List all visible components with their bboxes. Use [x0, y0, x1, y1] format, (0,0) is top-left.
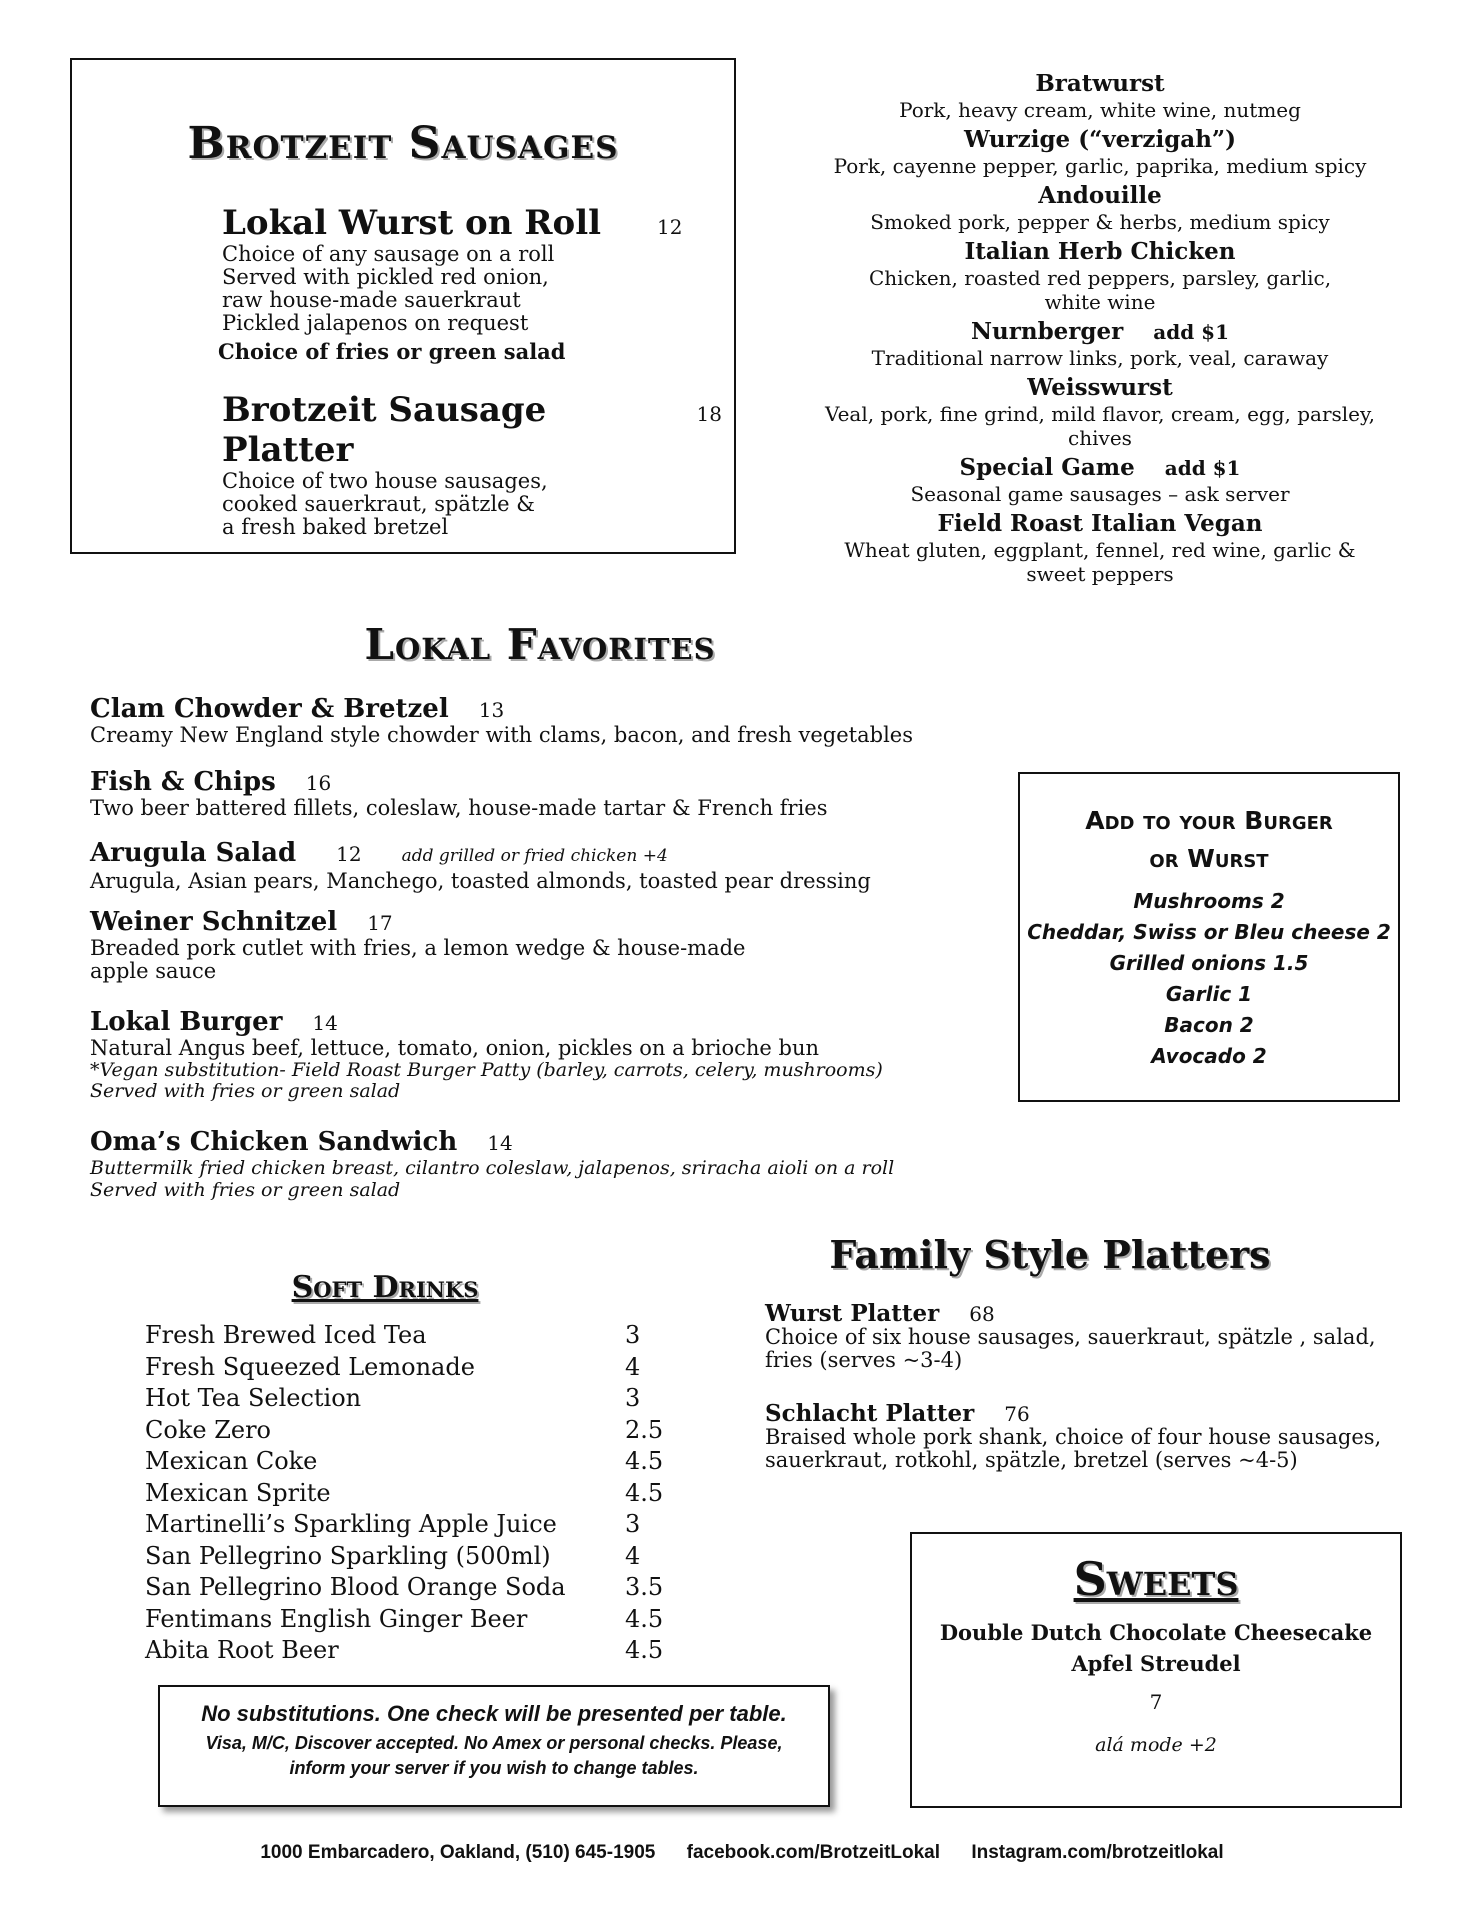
sausage-desc: white wine: [1044, 290, 1156, 314]
drink-name: Mexican Coke: [145, 1447, 318, 1475]
sausage-entry: [790, 126, 1410, 178]
sausage-entry: [790, 454, 1410, 506]
menu-item: [222, 390, 722, 539]
drink-row: [145, 1509, 705, 1541]
sausage-name: Italian Herb Chicken: [964, 238, 1236, 265]
drink-name: Hot Tea Selection: [145, 1384, 362, 1412]
menu-item: [218, 203, 702, 364]
addons-title: [1020, 802, 1398, 878]
drink-name: Coke Zero: [145, 1415, 271, 1444]
drink-row: [145, 1446, 705, 1478]
sausage-name: Nurnberger: [971, 318, 1124, 345]
item-price: 17: [367, 911, 393, 935]
menu-item: [90, 908, 990, 1008]
sausage-desc: Pork, cayenne pepper, garlic, paprika, medium spicy: [833, 154, 1367, 178]
soft-drinks-title: Soft Drinks: [291, 1270, 479, 1305]
drink-name: Mexican Sprite: [145, 1478, 331, 1507]
drink-price: 3.5: [625, 1573, 664, 1601]
item-price: 16: [305, 771, 332, 795]
sausage-name: Wurzige (“verzigah”): [963, 126, 1237, 153]
item-line: Braised whole pork shank, choice of four house sausages,: [765, 1425, 1382, 1449]
notice-line: No substitutions. One check will be presented per table.: [201, 1701, 787, 1726]
item-line: raw house-made sauerkraut: [222, 288, 521, 312]
item-line: cooked sauerkraut, spätzle &: [222, 492, 535, 516]
item-line: Choice of two house sausages,: [222, 469, 548, 493]
drink-row: [145, 1383, 705, 1415]
sausage-desc: Chicken, roasted red peppers, parsley, garlic,: [868, 266, 1332, 290]
item-name: Brotzeit Sausage Platter: [222, 390, 547, 470]
addon-item: Bacon 2: [1164, 1013, 1254, 1037]
sausages-box: [70, 58, 736, 554]
menu-item: [765, 1402, 1405, 1472]
addon-item: Cheddar, Swiss or Bleu cheese 2: [1027, 920, 1391, 944]
sausage-extra: add $1: [1164, 456, 1241, 480]
sausage-name: Special Game: [959, 454, 1135, 481]
sausage-desc: Seasonal game sausages – ask server: [910, 482, 1290, 506]
addon-item: Garlic 1: [1165, 982, 1253, 1006]
drink-price: 4.5: [625, 1447, 664, 1475]
item-line: Choice of any sausage on a roll: [222, 242, 555, 266]
sausage-desc: Pork, heavy cream, white wine, nutmeg: [899, 98, 1301, 122]
drink-name: Abita Root Beer: [145, 1636, 339, 1664]
sausage-name: Field Roast Italian Vegan: [937, 510, 1263, 537]
menu-item: [90, 1128, 990, 1201]
item-line: sauerkraut, rotkohl, spätzle, bretzel (serves ~4-5): [765, 1448, 1298, 1472]
menu-item: [765, 1302, 1405, 1402]
family-list: [765, 1302, 1405, 1472]
drink-price: 4.5: [625, 1478, 664, 1507]
sausage-desc: chives: [1068, 426, 1132, 450]
item-note: Choice of fries or green salad: [218, 339, 566, 364]
sausage-name: Bratwurst: [1035, 70, 1165, 97]
sausage-entry: [790, 70, 1410, 122]
item-line: Served with pickled red onion,: [222, 265, 549, 289]
item-line: Breaded pork cutlet with fries, a lemon wedge & house-made: [90, 936, 746, 960]
addons-title-line: or Wurst: [1149, 844, 1269, 873]
sausage-extra: add $1: [1153, 320, 1229, 344]
item-price: 12: [657, 215, 683, 239]
item-line: Natural Angus beef, lettuce, tomato, onion, pickles on a brioche bun: [90, 1036, 820, 1060]
addon-item: Avocado 2: [1151, 1044, 1267, 1068]
sweets-box: [910, 1532, 1402, 1808]
footer-instagram[interactable]: Instagram.com/brotzeitlokal: [971, 1842, 1224, 1863]
item-line: Pickled jalapenos on request: [222, 311, 529, 335]
drink-price: 4: [625, 1352, 641, 1381]
sausage-name: Andouille: [1038, 182, 1162, 209]
sausage-entry: [790, 318, 1410, 370]
item-line: Choice of six house sausages, sauerkraut, spätzle , salad,: [765, 1325, 1376, 1349]
item-price: 14: [487, 1131, 513, 1155]
soft-drinks-list: [145, 1320, 705, 1667]
item-aside: add grilled or fried chicken +4: [401, 846, 668, 866]
item-italic-line: Served with fries or green salad: [90, 1080, 401, 1102]
sweets-price: 7: [1149, 1690, 1163, 1714]
item-name: Schlacht Platter: [765, 1400, 975, 1427]
sweets-title: Sweets: [1073, 1552, 1239, 1606]
drink-price: 3: [625, 1510, 641, 1538]
menu-item: [90, 768, 990, 839]
drink-price: 4.5: [625, 1604, 664, 1633]
drink-price: 4.5: [625, 1636, 664, 1664]
addon-item: Grilled onions 1.5: [1109, 951, 1309, 975]
drink-row: [145, 1320, 705, 1352]
item-price: 14: [312, 1011, 338, 1035]
drink-name: Martinelli’s Sparkling Apple Juice: [145, 1510, 557, 1538]
sausages-title: Brotzeit Sausages: [187, 118, 619, 169]
sausage-entry: [790, 182, 1410, 234]
item-price: 13: [478, 698, 505, 722]
item-line: fries (serves ~3-4): [765, 1348, 963, 1372]
drink-name: San Pellegrino Sparkling (500ml): [145, 1541, 551, 1570]
sweets-extra: alá mode +2: [1095, 1734, 1217, 1756]
drink-name: Fresh Brewed Iced Tea: [145, 1321, 427, 1349]
sausage-list: [790, 70, 1410, 590]
drink-row: [145, 1604, 705, 1636]
sausage-desc: Traditional narrow links, pork, veal, caraway: [871, 346, 1329, 370]
drink-row: [145, 1478, 705, 1510]
notice-line: inform your server if you wish to change tables.: [289, 1758, 699, 1778]
drink-row: [145, 1415, 705, 1447]
notice-box: [158, 1685, 830, 1807]
menu-item: [90, 695, 990, 768]
addon-item: Mushrooms 2: [1133, 889, 1285, 913]
menu-item: [90, 1008, 990, 1128]
sausage-desc: Veal, pork, fine grind, mild flavor, cream, egg, parsley,: [824, 402, 1376, 426]
sausage-entry: [790, 374, 1410, 450]
item-line: Two beer battered fillets, coleslaw, house-made tartar & French fries: [90, 796, 828, 820]
drink-row: [145, 1352, 705, 1384]
item-italic-line: Buttermilk fried chicken breast, cilantro coleslaw, jalapenos, sriracha aioli on a roll: [90, 1157, 895, 1179]
favorites-list: [90, 695, 990, 1201]
item-italic-line: Served with fries or green salad: [90, 1179, 401, 1201]
drink-name: Fresh Squeezed Lemonade: [145, 1352, 475, 1381]
item-name: Lokal Burger: [90, 1007, 283, 1037]
sausage-entry: [790, 238, 1410, 314]
menu-item: [90, 839, 990, 908]
item-price: 12: [336, 842, 362, 866]
sausage-desc: Wheat gluten, eggplant, fennel, red wine, garlic &: [844, 538, 1356, 562]
drink-row: [145, 1541, 705, 1573]
sausage-desc: sweet peppers: [1026, 562, 1174, 586]
sausage-desc: Smoked pork, pepper & herbs, medium spicy: [870, 210, 1330, 234]
drink-name: Fentimans English Ginger Beer: [145, 1604, 528, 1633]
item-line: apple sauce: [90, 959, 217, 983]
item-italic-line: *Vegan substitution- Field Roast Burger Patty (barley, carrots, celery, mushrooms): [90, 1059, 883, 1081]
item-name: Arugula Salad: [90, 838, 297, 868]
item-name: Oma’s Chicken Sandwich: [90, 1127, 458, 1157]
notice-line: Visa, M/C, Discover accepted. No Amex or personal checks. Please,: [205, 1733, 783, 1753]
drink-price: 3: [625, 1384, 641, 1412]
drink-name: San Pellegrino Blood Orange Soda: [145, 1573, 566, 1601]
drink-row: [145, 1572, 705, 1604]
item-name: Weiner Schnitzel: [90, 907, 338, 937]
item-name: Lokal Wurst on Roll: [222, 203, 602, 243]
footer-facebook[interactable]: facebook.com/BrotzeitLokal: [686, 1842, 941, 1863]
drink-price: 3: [625, 1321, 641, 1349]
item-price: 76: [1004, 1402, 1030, 1426]
sausage-entry: [790, 510, 1410, 586]
item-price: 18: [696, 402, 722, 426]
item-price: 68: [969, 1302, 995, 1326]
drink-row: [145, 1635, 705, 1667]
drink-price: 4: [625, 1541, 641, 1570]
footer: [0, 1842, 1484, 1864]
favorites-title: Lokal Favorites: [364, 620, 716, 669]
family-title: Family Style Platters: [829, 1232, 1271, 1277]
sweets-item: Apfel Streudel: [1071, 1651, 1241, 1676]
footer-address: 1000 Embarcadero, Oakland, (510) 645-1905: [260, 1842, 656, 1863]
item-name: Clam Chowder & Bretzel: [90, 694, 449, 724]
item-line: Creamy New England style chowder with clams, bacon, and fresh vegetables: [90, 723, 913, 747]
item-name: Fish & Chips: [90, 767, 276, 797]
addons-box: [1018, 772, 1400, 1102]
sweets-item: Double Dutch Chocolate Cheesecake: [939, 1620, 1373, 1645]
addons-title-line: Add to your Burger: [1085, 806, 1333, 835]
drink-price: 2.5: [625, 1415, 664, 1444]
item-name: Wurst Platter: [765, 1300, 940, 1327]
item-line: a fresh baked bretzel: [222, 515, 449, 539]
sausage-name: Weisswurst: [1027, 374, 1173, 401]
item-line: Arugula, Asian pears, Manchego, toasted almonds, toasted pear dressing: [90, 869, 871, 893]
